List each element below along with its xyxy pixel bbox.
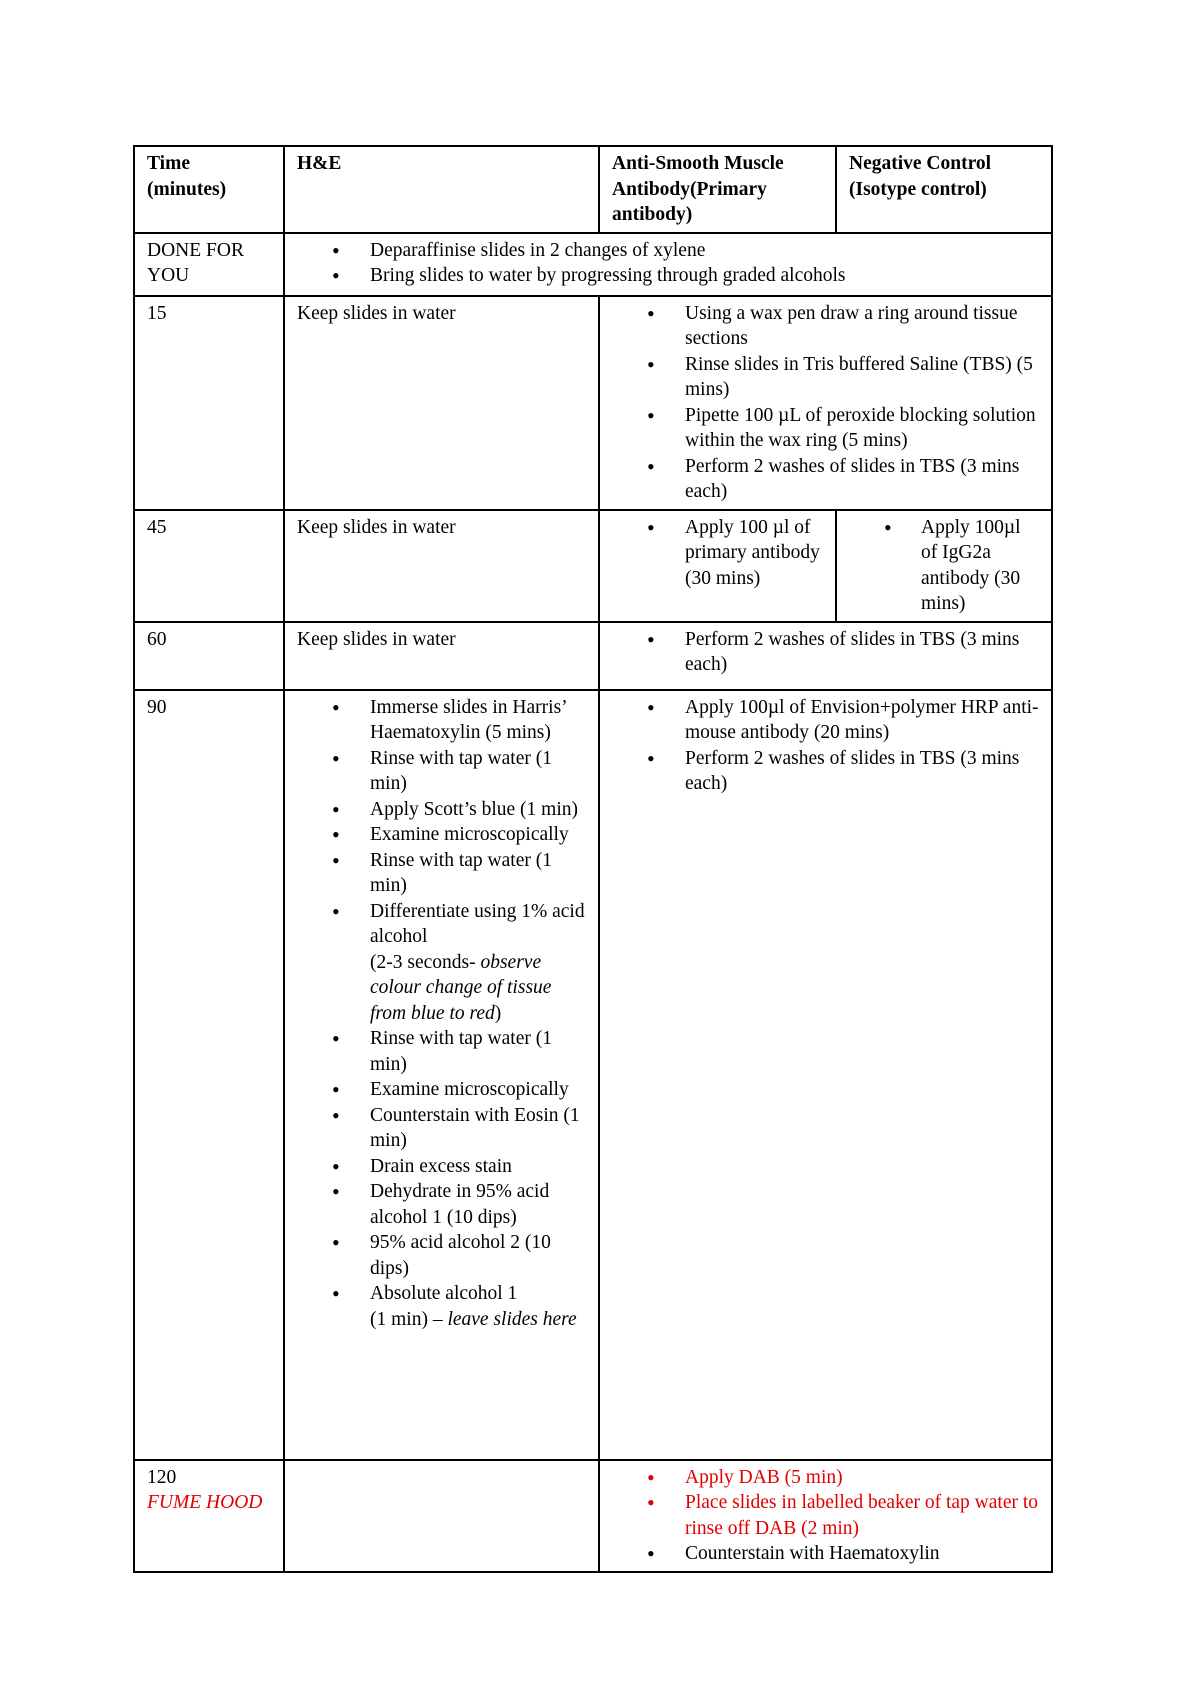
list-item: • Bring slides to water by progressing through graded alcohols	[297, 263, 1039, 289]
ihc-cell	[599, 622, 1052, 690]
list-item: • Apply 100 µl of primary antibody (30 mins)	[612, 515, 823, 592]
row-done-for-you	[134, 233, 1052, 296]
list-item: • Counterstain with Eosin (1 min)	[297, 1103, 586, 1154]
step-text: Absolute alcohol 1	[370, 1283, 518, 1304]
header-row	[134, 146, 1052, 233]
time-cell: DONE FOR YOU	[134, 233, 284, 296]
negative-cell	[836, 510, 1052, 622]
header-negative-control: Negative Control (Isotype control)	[836, 146, 1052, 233]
fume-hood-note: FUME HOOD	[147, 1492, 263, 1513]
list-item: • Perform 2 washes of slides in TBS (3 mins each)	[612, 627, 1039, 678]
list-item: • Pipette 100 µL of peroxide blocking solution within the wax ring (5 mins)	[612, 403, 1039, 454]
protocol-table	[133, 145, 1053, 1573]
list-item: • Rinse with tap water (1 min)	[297, 1026, 586, 1077]
time-cell: 90	[134, 690, 284, 1460]
he-cell: Keep slides in water	[284, 510, 599, 622]
list-item: • Apply 100µl of IgG2a antibody (30 mins)	[849, 515, 1039, 617]
list-item: • Perform 2 washes of slides in TBS (3 mins each)	[612, 454, 1039, 505]
step-note-close: )	[494, 1002, 502, 1024]
list-item: • Deparaffinise slides in 2 changes of xylene	[297, 238, 1039, 264]
time-cell: 45	[134, 510, 284, 622]
list-item: • Rinse with tap water (1 min)	[297, 746, 586, 797]
list-item: • Immerse slides in Harris’ Haematoxylin (5 mins)	[297, 695, 586, 746]
step-text: Differentiate using 1% acid alcohol	[370, 900, 585, 947]
time-cell	[134, 1460, 284, 1572]
list-item: • Apply 100µl of Envision+polymer HRP anti-mouse antibody (20 mins)	[612, 695, 1039, 746]
list-item: • 95% acid alcohol 2 (10 dips)	[297, 1230, 586, 1281]
list-item-absolute	[297, 1281, 586, 1332]
he-cell: Keep slides in water	[284, 622, 599, 690]
time-cell: 60	[134, 622, 284, 690]
list-item: • Apply Scott’s blue (1 min)	[297, 797, 586, 823]
list-item: • Drain excess stain	[297, 1154, 586, 1180]
list-item: • Examine microscopically	[297, 822, 586, 848]
he-cell: Keep slides in water	[284, 296, 599, 510]
step-note: (2-3 seconds-	[370, 951, 481, 973]
he-cell	[284, 1460, 599, 1572]
header-he: H&E	[284, 146, 599, 233]
shared-steps-cell	[284, 233, 1052, 296]
step-note-italic: observe colour change of tissue from blue to red	[370, 951, 552, 1024]
step-note: (1 min) –	[370, 1308, 448, 1330]
row-120	[134, 1460, 1052, 1572]
list-item-warning: • Place slides in labelled beaker of tap water to rinse off DAB (2 min)	[612, 1490, 1039, 1541]
list-item-warning: • Apply DAB (5 min)	[612, 1465, 1039, 1491]
list-item: • Examine microscopically	[297, 1077, 586, 1103]
row-60	[134, 622, 1052, 690]
row-45	[134, 510, 1052, 622]
header-primary-antibody: Anti-Smooth Muscle Antibody(Primary antibody)	[599, 146, 836, 233]
he-cell	[284, 690, 599, 1460]
list-item: • Counterstain with Haematoxylin	[612, 1541, 1039, 1567]
list-item: • Rinse with tap water (1 min)	[297, 848, 586, 899]
list-item-differentiate	[297, 899, 586, 1027]
ihc-cell	[599, 1460, 1052, 1572]
time-value: 120	[147, 1466, 177, 1488]
list-item: • Dehydrate in 95% acid alcohol 1 (10 dips)	[297, 1179, 586, 1230]
list-item: • Perform 2 washes of slides in TBS (3 mins each)	[612, 746, 1039, 797]
row-90	[134, 690, 1052, 1460]
header-time: Time (minutes)	[134, 146, 284, 233]
ihc-cell	[599, 690, 1052, 1460]
ihc-cell	[599, 296, 1052, 510]
primary-cell	[599, 510, 836, 622]
time-cell: 15	[134, 296, 284, 510]
step-note-italic: leave slides here	[447, 1308, 577, 1330]
list-item: • Using a wax pen draw a ring around tissue sections	[612, 301, 1039, 352]
list-item: • Rinse slides in Tris buffered Saline (TBS) (5 mins)	[612, 352, 1039, 403]
row-15	[134, 296, 1052, 510]
